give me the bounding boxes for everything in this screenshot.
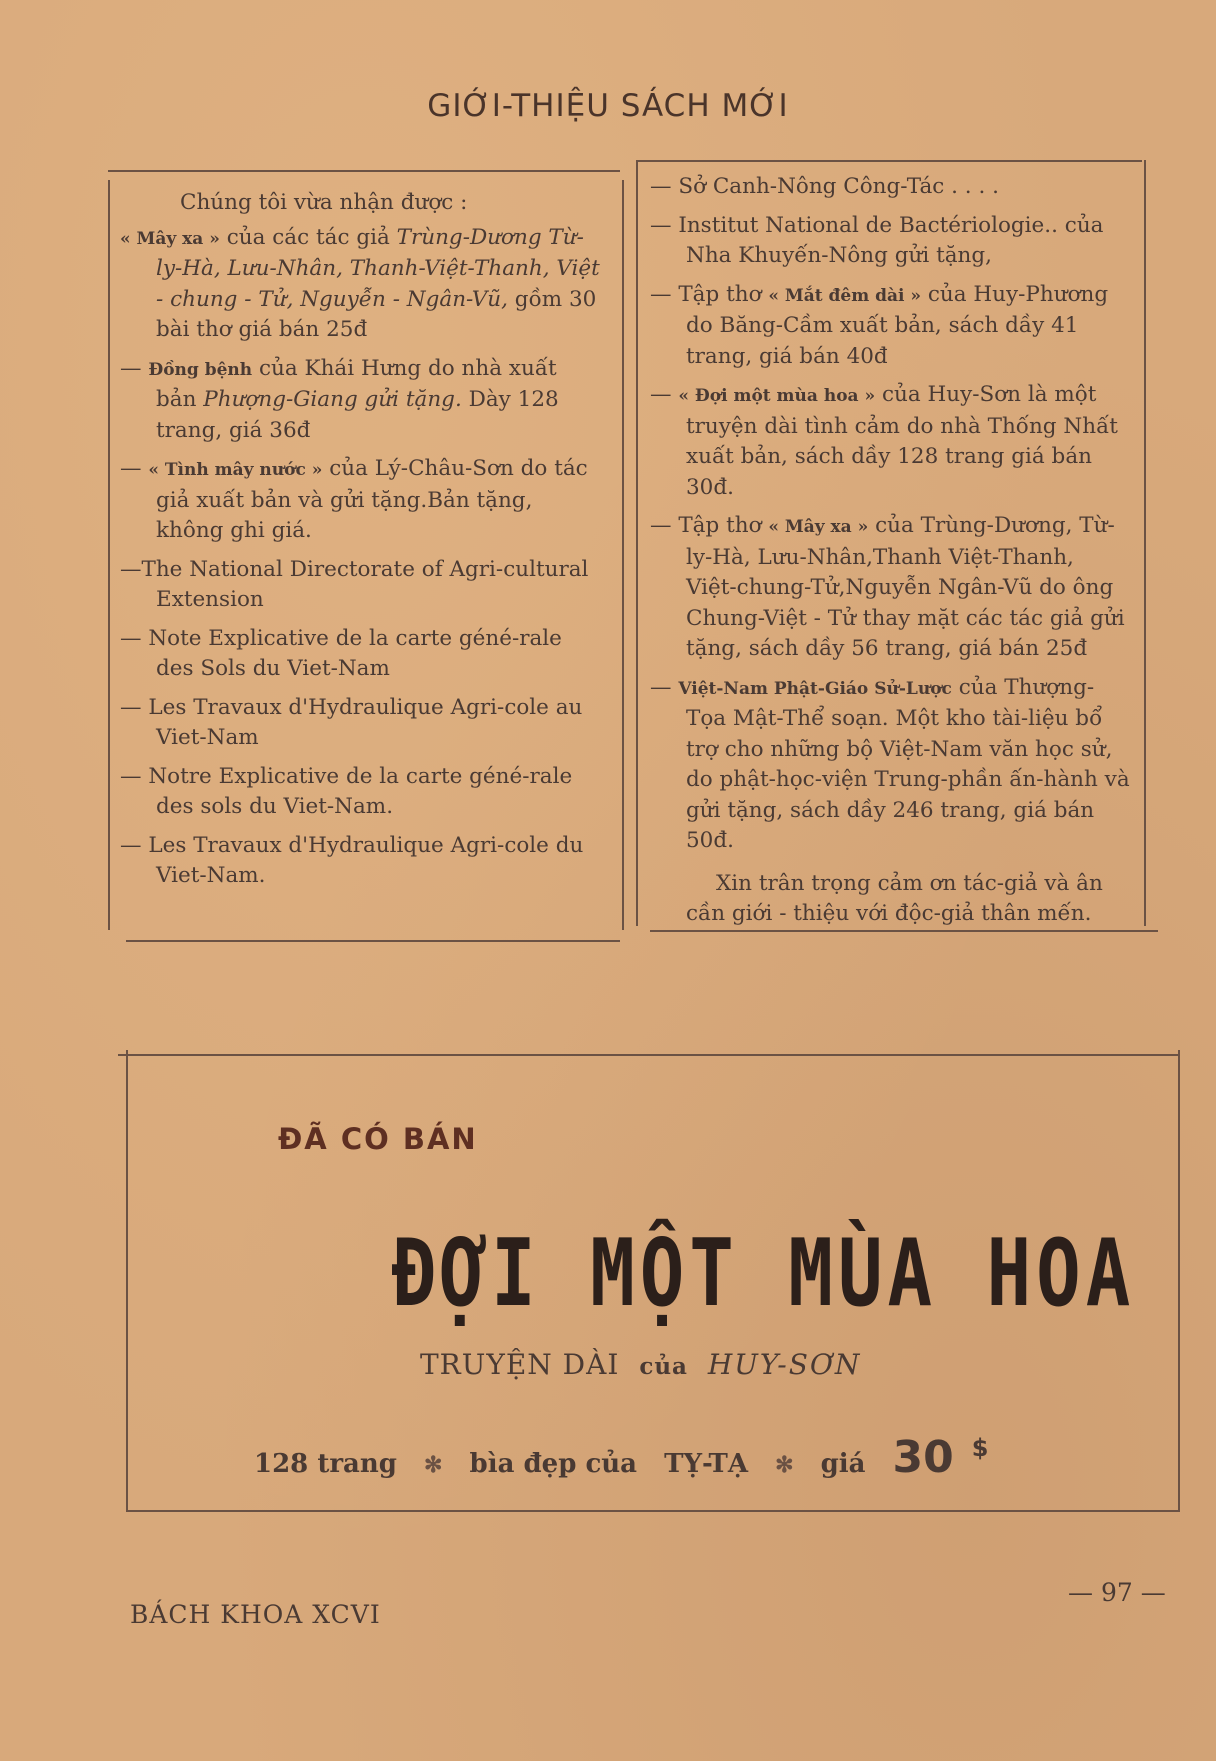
ad-heading: ĐÃ CÓ BÁN (278, 1122, 478, 1156)
entry-dash: — (120, 355, 149, 381)
ad-price-label: giá (820, 1449, 866, 1479)
entry-publisher: Phượng-Giang gửi tặng. (203, 387, 462, 412)
list-item: — Note Explicative de la carte géné-rale des Sols du Viet-Nam (120, 625, 562, 681)
entry-text: của các tác giả (219, 224, 397, 250)
ad-subtitle-of: của (639, 1353, 688, 1380)
list-item (650, 673, 1130, 857)
footer-magazine: BÁCH KHOA XCVI (130, 1600, 381, 1629)
ad-cover: bìa đẹp của (469, 1449, 638, 1479)
book-title: « Mây xa » (120, 228, 220, 249)
list-item (650, 280, 1130, 373)
page-title: GIỚI-THIỆU SÁCH MỚI (427, 88, 789, 124)
entry-dash: — Tập thơ (650, 281, 769, 307)
entry-authors: Trùng-Dương Từ-ly-Hà, Lưu-Nhân, Thanh-Việt-Thanh, Việt - chung - Tử, Nguyễn - Ngân-Vũ, (156, 224, 600, 312)
left-column-bottom-rule (126, 940, 620, 942)
footer-page-number: — 97 — (1068, 1578, 1166, 1607)
star-ornament-icon: ✻ (424, 1452, 443, 1478)
entry-dash: — Tập thơ (650, 513, 769, 538)
ad-artist: TỴ-TẠ (664, 1449, 749, 1479)
entry-rest: Dày 128 trang, giá 36đ (156, 387, 559, 443)
book-title: Việt-Nam Phật-Giáo Sử-Lược (678, 678, 952, 699)
entry-text: của Huy-Phương do Băng-Cầm xuất bản, sách dầy 41 trang, giá bán 40đ (686, 281, 1109, 369)
list-item: — Institut National de Bactériologie.. của Nha Khuyến-Nông gửi tặng, (650, 212, 1104, 268)
entry-dash: — (650, 382, 679, 407)
book-title: « Đợi một mùa hoa » (678, 386, 876, 406)
list-item: — Les Travaux d'Hydraulique Agri-cole au Viet-Nam (120, 694, 583, 750)
ad-subtitle-prefix: TRUYỆN DÀI (420, 1348, 620, 1381)
entry-text: của Lý-Châu-Sơn do tác giả xuất bản và gửi tặng.Bản tặng, không ghi giá. (156, 456, 588, 543)
list-item: — Notre Explicative de la carte géné-rale des sols du Viet-Nam. (120, 763, 573, 819)
ad-price (893, 1432, 1007, 1483)
list-item: —The National Directorate of Agri-cultural Extension (120, 556, 589, 612)
list-item (120, 223, 600, 346)
entry-text: của Trùng-Dương, Từ-ly-Hà, Lưu-Nhân,Thanh Việt-Thanh, Việt-chung-Tử,Nguyễn Ngân-Vũ do ông Chung-Việt - Tử thay mặt các tác giả gửi tặng, sách dầy 56 trang, giá bán 25đ (686, 513, 1125, 661)
left-column-top-rule (108, 170, 620, 172)
entry-rest: gồm 30 bài thơ giá bán 25đ (156, 286, 597, 342)
list-item (650, 511, 1130, 665)
star-ornament-icon: ✻ (775, 1452, 794, 1478)
list-item (650, 380, 1130, 503)
book-title: Đồng bệnh (148, 359, 253, 380)
ad-pages: 128 trang (254, 1449, 397, 1479)
entry-text: của Thượng-Tọa Mật-Thể soạn. Một kho tài-liệu bổ trợ cho những bộ Việt-Nam văn học sử, do phật-học-viện Trung-phần ấn-hành và gửi tặng, sách dầy 246 trang, giá bán 50đ. (686, 674, 1130, 853)
book-title: « Tình mây nước » (148, 460, 323, 480)
ad-price-row (254, 1432, 1024, 1483)
ad-price-value: 30 (892, 1432, 954, 1483)
entry-dash: — (120, 456, 149, 481)
left-column (120, 188, 600, 900)
entry-text: của Huy-Sơn là một truyện dài tình cảm do nhà Thống Nhất xuất bản, sách dầy 128 trang giá bán 30đ. (686, 382, 1118, 500)
list-item (120, 354, 600, 447)
list-item (120, 454, 600, 547)
entry-text: của Khái Hưng do nhà xuất bản (156, 355, 557, 412)
closing-text: Xin trân trọng cảm ơn tác-giả và ân cần giới - thiệu với độc-giả thân mến. (686, 870, 1103, 926)
ad-author: HUY-SƠN (707, 1348, 862, 1381)
ad-book-title: ĐỢI MỘT MÙA HOA (392, 1220, 1136, 1328)
list-item: — Les Travaux d'Hydraulique Agri-cole du Viet-Nam. (120, 832, 584, 888)
list-item: — Sở Canh-Nông Công-Tác . . . . (650, 174, 999, 199)
book-title: « Mắt đêm dài » (768, 285, 922, 306)
entry-dash: — (650, 674, 679, 700)
ad-currency: $ (971, 1434, 989, 1463)
book-title: « Mây xa » (768, 517, 869, 537)
intro-text: Chúng tôi vừa nhận được : (180, 190, 468, 215)
right-column (650, 172, 1130, 938)
ad-subtitle (420, 1348, 861, 1381)
